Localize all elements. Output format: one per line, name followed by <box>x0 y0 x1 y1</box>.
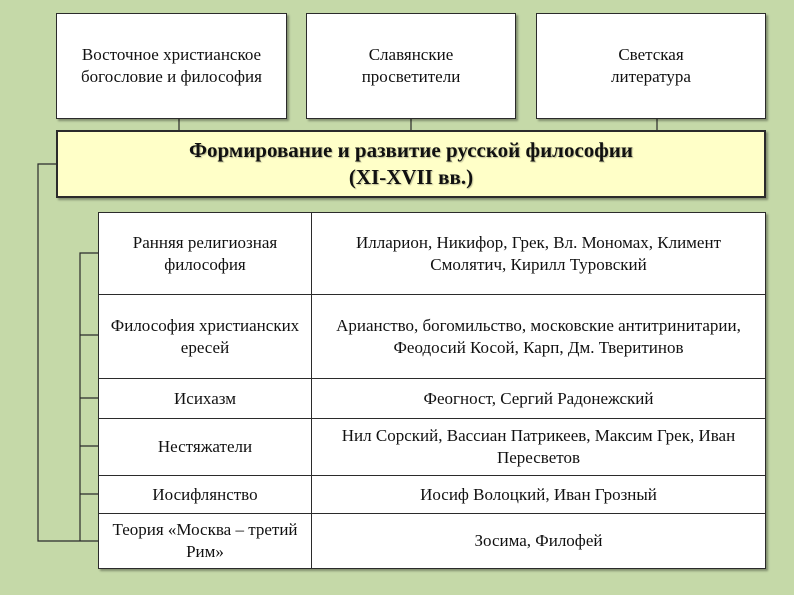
top-box-label: Восточное христианское богословие и философия <box>81 45 262 86</box>
people-cell: Арианство, богомильство, московские антитринитарии, Феодосий Косой, Карп, Дм. Тверитинов <box>312 295 766 379</box>
trend-cell: Иосифлянство <box>99 476 312 514</box>
table-row <box>99 213 766 295</box>
top-box-eastern-theology <box>56 13 287 119</box>
top-box-slavic-enlighteners <box>306 13 516 119</box>
table-row <box>99 476 766 514</box>
table-row <box>99 514 766 569</box>
people-cell: Иосиф Волоцкий, Иван Грозный <box>312 476 766 514</box>
top-box-label: Славянские просветители <box>361 45 461 86</box>
top-box-label: Светская литература <box>611 45 691 86</box>
table-row <box>99 379 766 419</box>
main-title-line2: (XI-XVII вв.) <box>348 165 474 189</box>
people-cell: Зосима, Филофей <box>312 514 766 569</box>
main-title-line1: Формирование и развитие русской философии <box>189 138 633 162</box>
trend-cell: Ранняя религиозная философия <box>99 213 312 295</box>
top-box-secular-literature <box>536 13 766 119</box>
people-cell: Феогност, Сергий Радонежский <box>312 379 766 419</box>
trend-cell: Теория «Москва – третий Рим» <box>99 514 312 569</box>
table-row <box>99 295 766 379</box>
people-cell: Илларион, Никифор, Грек, Вл. Мономах, Климент Смолятич, Кирилл Туровский <box>312 213 766 295</box>
trend-cell: Философия христианских ересей <box>99 295 312 379</box>
trend-cell: Нестяжатели <box>99 419 312 476</box>
table-row <box>99 419 766 476</box>
people-cell: Нил Сорский, Вассиан Патрикеев, Максим Грек, Иван Пересветов <box>312 419 766 476</box>
main-title-box <box>56 130 766 198</box>
trend-cell: Исихазм <box>99 379 312 419</box>
trends-table <box>98 212 766 569</box>
